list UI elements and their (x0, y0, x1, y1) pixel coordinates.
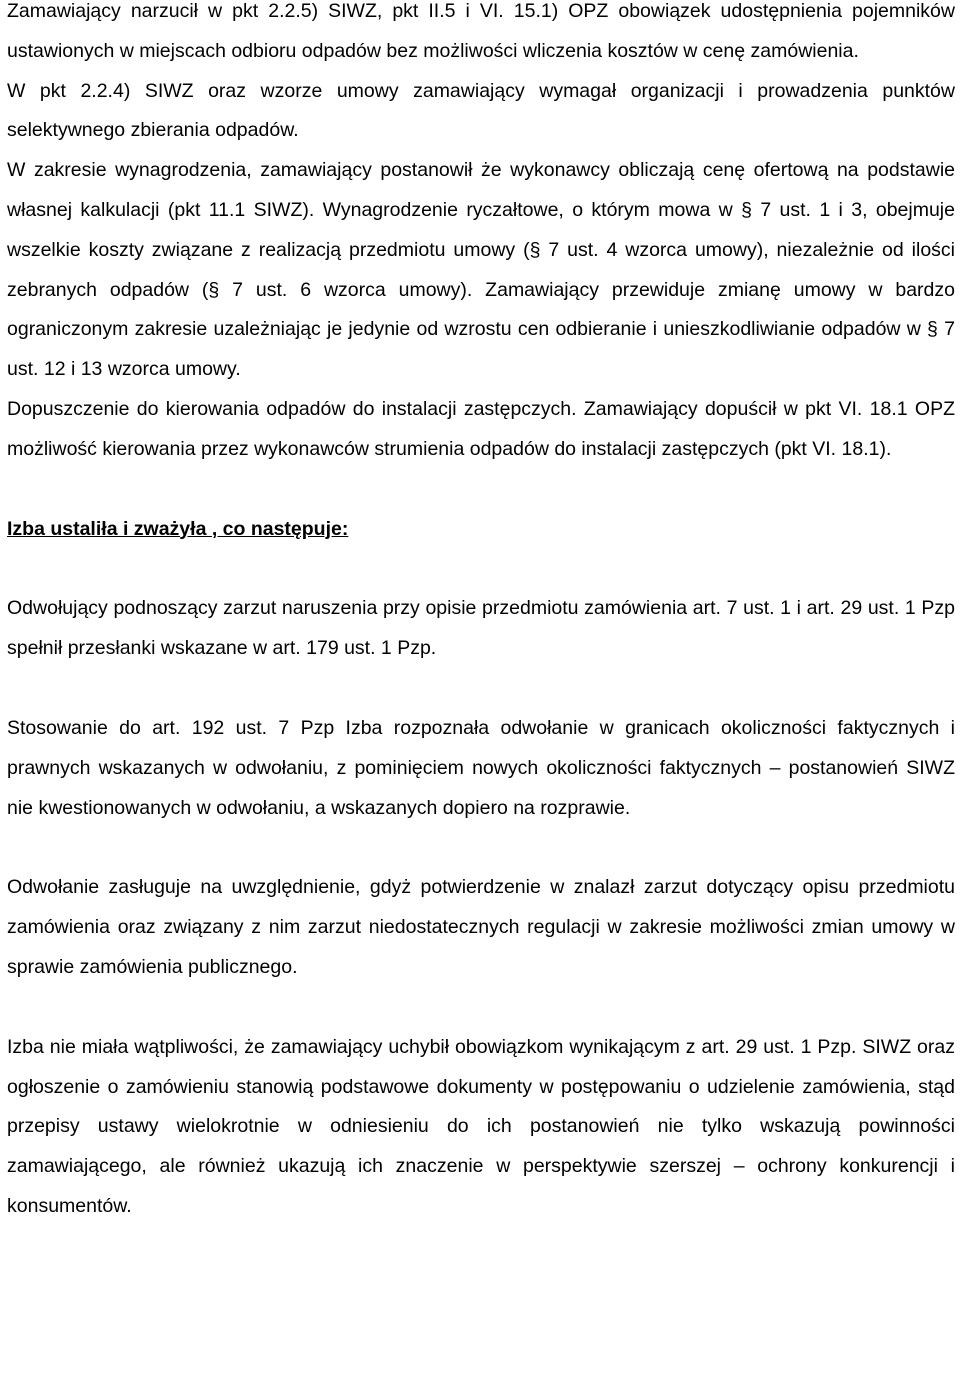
paragraph-appellant-standing: Odwołujący podnoszący zarzut naruszenia przy opisie przedmiotu zamówienia art. 7 ust. 1 i art. 29 ust. 1 Pzp spełnił przesłanki wskazane w art. 179 ust. 1 Pzp. (7, 597, 955, 660)
paragraph-remuneration: W zakresie wynagrodzenia, zamawiający postanowił że wykonawcy obliczają cenę ofertową na podstawie własnej kalkulacji (pkt 11.1 SIWZ). Wynagrodzenie ryczałtowe, o którym mowa w § 7 ust. 1 i 3, obejmuje wszelkie koszty związane z realizacją przedmiotu umowy (§ 7 ust. 4 wzorca umowy), niezależnie od ilości zebranych odpadów (§ 7 ust. 6 wzorca umowy). Zamawiający przewiduje zmianę umowy w bardzo ograniczonym zakresie uzależniając je jedynie od wzrostu cen odbieranie i unieszkodliwianie odpadów w § 7 ust. 12 i 13 wzorca umowy. (7, 159, 955, 381)
paragraph-scope-of-review: Stosowanie do art. 192 ust. 7 Pzp Izba rozpoznała odwołanie w granicach okoliczności faktycznych i prawnych wskazanych w odwołaniu, z pominięciem nowych okoliczności faktycznych – postanowień SIWZ nie kwestionowanych w odwołaniu, a wskazanych dopiero na rozprawie. (7, 716, 955, 819)
document-page (7, 0, 955, 1227)
paragraph-pszok-requirement: W pkt 2.2.4) SIWZ oraz wzorze umowy zamawiający wymagał organizacji i prowadzenia punktów selektywnego zbierania odpadów. (7, 79, 955, 142)
paragraph-containers-obligation: Zamawiający narzucił w pkt 2.2.5) SIWZ, pkt II.5 i VI. 15.1) OPZ obowiązek udostępnienia pojemników ustawionych w miejscach odbioru odpadów bez możliwości wliczenia kosztów w cenę zamówienia. (7, 0, 955, 62)
paragraph-substitute-installations: Dopuszczenie do kierowania odpadów do instalacji zastępczych. Zamawiający dopuścił w pkt VI. 18.1 OPZ możliwość kierowania przez wykonawców strumienia odpadów do instalacji zastępczych (pkt VI. 18.1). (7, 397, 955, 460)
section-heading: Izba ustaliła i zważyła , co następuje: (7, 517, 349, 540)
paragraph-appeal-upheld: Odwołanie zasługuje na uwzględnienie, gdyż potwierdzenie w znalazł zarzut dotyczący opisu przedmiotu zamówienia oraz związany z nim zarzut niedostatecznych regulacji w zakresie możliwości zmian umowy w sprawie zamówienia publicznego. (7, 876, 955, 978)
paragraph-art29-breach: Izba nie miała wątpliwości, że zamawiający uchybił obowiązkom wynikającym z art. 29 ust. 1 Pzp. SIWZ oraz ogłoszenie o zamówieniu stanowią podstawowe dokumenty w postępowaniu o udzielenie zamówienia, stąd przepisy ustawy wielokrotnie w odniesieniu do ich postanowień nie tylko wskazują powinności zamawiającego, ale również ukazują ich znaczenie w perspektywie szerszej – ochrony konkurencji i konsumentów. (7, 1035, 955, 1217)
